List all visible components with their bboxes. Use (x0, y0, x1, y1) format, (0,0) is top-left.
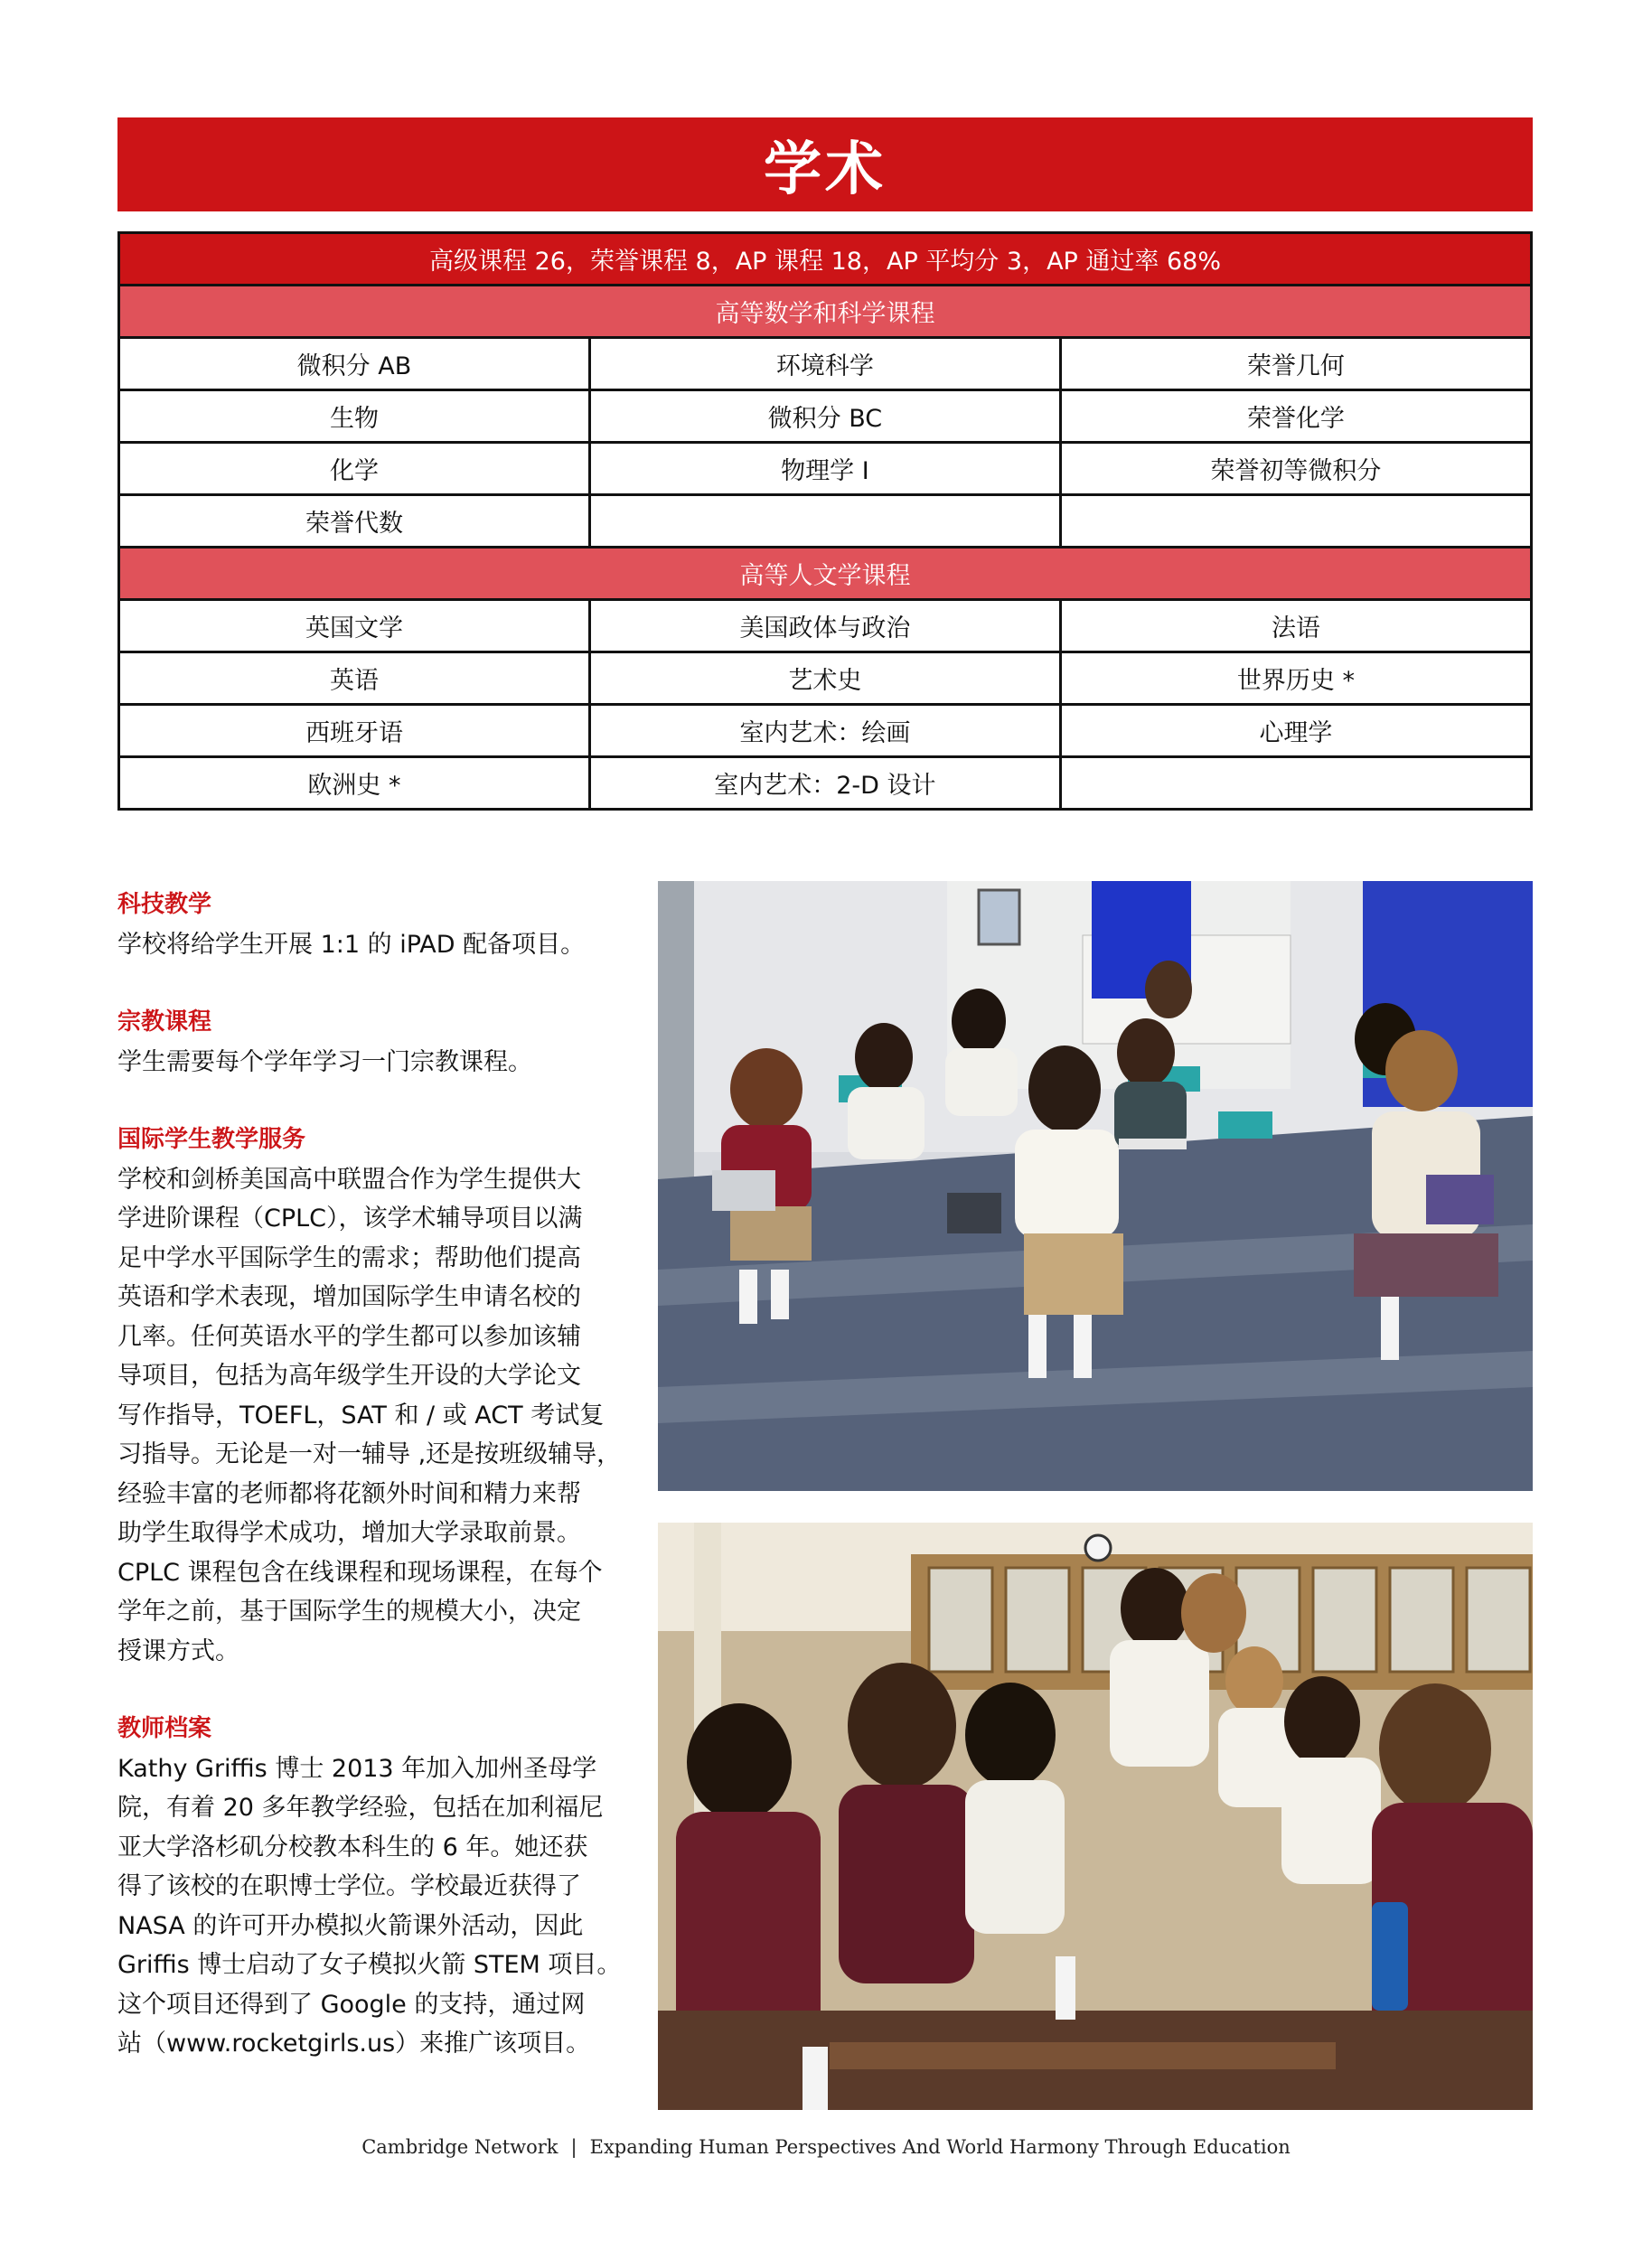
course-summary: 高级课程 26，荣誉课程 8，AP 课程 18，AP 平均分 3，AP 通过率 68% (119, 233, 1532, 286)
table-cell: 生物 (119, 390, 590, 443)
table-cell: 西班牙语 (119, 705, 590, 757)
text-line: 写作指导，TOEFL，SAT 和 / 或 ACT 考试复 (117, 1401, 605, 1430)
section-heading: 教师档案 (117, 1715, 212, 1742)
table-cell: 荣誉初等微积分 (1060, 443, 1531, 495)
table-cell: 环境科学 (589, 338, 1060, 390)
table-row (119, 705, 1532, 757)
table-cell: 荣誉化学 (1060, 390, 1531, 443)
footer-brand: Cambridge Network (361, 2136, 558, 2158)
table-cell (1060, 495, 1531, 548)
text-line: NASA 的许可开办模拟火箭课外活动，因此 (117, 1911, 584, 1940)
table-cell: 英语 (119, 652, 590, 705)
text-line: 学年之前，基于国际学生的规模大小，决定 (117, 1598, 581, 1626)
section-heading: 科技教学 (117, 891, 212, 918)
page-title: 学术 (117, 117, 1533, 211)
course-table (117, 231, 1533, 811)
table-cell: 物理学 I (589, 443, 1060, 495)
table-row (119, 600, 1532, 652)
text-line: 助学生取得学术成功，增加大学录取前景。 (117, 1519, 581, 1547)
table-cell: 英国文学 (119, 600, 590, 652)
table-cell: 荣誉代数 (119, 495, 590, 548)
text-line: 学进阶课程（CPLC），该学术辅导项目以满 (117, 1205, 583, 1233)
text-line: CPLC 课程包含在线课程和现场课程，在每个 (117, 1558, 603, 1587)
table-cell (589, 495, 1060, 548)
table-cell: 世界历史 * (1060, 652, 1531, 705)
text-line: 得了该校的在职博士学位。学校最近获得了 (117, 1872, 581, 1900)
table-row (119, 757, 1532, 810)
table-cell: 室内艺术：2-D 设计 (589, 757, 1060, 810)
section-religion (117, 1003, 624, 1082)
table-cell: 艺术史 (589, 652, 1060, 705)
info-column (117, 886, 624, 2103)
table-row (119, 652, 1532, 705)
text-line: 导项目，包括为高年级学生开设的大学论文 (117, 1362, 581, 1390)
section-tech-teaching (117, 886, 624, 964)
text-line: Kathy Griffis 博士 2013 年加入加州圣母学 (117, 1754, 597, 1783)
text-line: 院，有着 20 多年教学经验，包括在加利福尼 (117, 1794, 604, 1822)
table-cell: 荣誉几何 (1060, 338, 1531, 390)
table-cell (1060, 757, 1531, 810)
text-line: 授课方式。 (117, 1636, 239, 1665)
text-line: Griffis 博士启动了女子模拟火箭 STEM 项目。 (117, 1951, 622, 1979)
lab-group-photo (658, 1523, 1533, 2110)
table-cell: 室内艺术：绘画 (589, 705, 1060, 757)
text-line: 足中学水平国际学生的需求；帮助他们提高 (117, 1243, 581, 1272)
text-line: 这个项目还得到了 Google 的支持，通过网 (117, 1990, 586, 2019)
text-line: 经验丰富的老师都将花额外时间和精力来帮 (117, 1479, 581, 1508)
humanities-heading: 高等人文学课程 (119, 548, 1532, 600)
footer (0, 2136, 1652, 2158)
table-cell: 欧洲史 * (119, 757, 590, 810)
text-line: 站（www.rocketgirls.us）来推广该项目。 (117, 2030, 591, 2058)
section-faculty-profile (117, 1710, 624, 2064)
section-intl-services (117, 1120, 624, 1671)
classroom-photo (658, 881, 1533, 1491)
text-line: 英语和学术表现，增加国际学生申请名校的 (117, 1283, 581, 1311)
table-cell: 美国政体与政治 (589, 600, 1060, 652)
text-line: 学校和剑桥美国高中联盟合作为学生提供大 (117, 1165, 581, 1194)
table-cell: 化学 (119, 443, 590, 495)
table-row (119, 390, 1532, 443)
text-line: 学生需要每个学年学习一门宗教课程。 (117, 1047, 532, 1076)
math-science-heading: 高等数学和科学课程 (119, 286, 1532, 338)
table-cell: 微积分 AB (119, 338, 590, 390)
section-heading: 国际学生教学服务 (117, 1126, 306, 1153)
text-line: 几率。任何英语水平的学生都可以参加该辅 (117, 1322, 581, 1351)
footer-separator: | (570, 2136, 577, 2158)
text-line: 学校将给学生开展 1:1 的 iPAD 配备项目。 (117, 930, 586, 959)
table-row (119, 495, 1532, 548)
text-line: 亚大学洛杉矶分校教本科生的 6 年。她还获 (117, 1833, 588, 1861)
table-cell: 心理学 (1060, 705, 1531, 757)
text-line: 习指导。无论是一对一辅导 ,还是按班级辅导， (117, 1440, 622, 1468)
table-row (119, 443, 1532, 495)
section-heading: 宗教课程 (117, 1008, 212, 1036)
table-cell: 微积分 BC (589, 390, 1060, 443)
footer-tagline: Expanding Human Perspectives And World Harmony Through Education (589, 2136, 1291, 2158)
table-row (119, 338, 1532, 390)
table-cell: 法语 (1060, 600, 1531, 652)
